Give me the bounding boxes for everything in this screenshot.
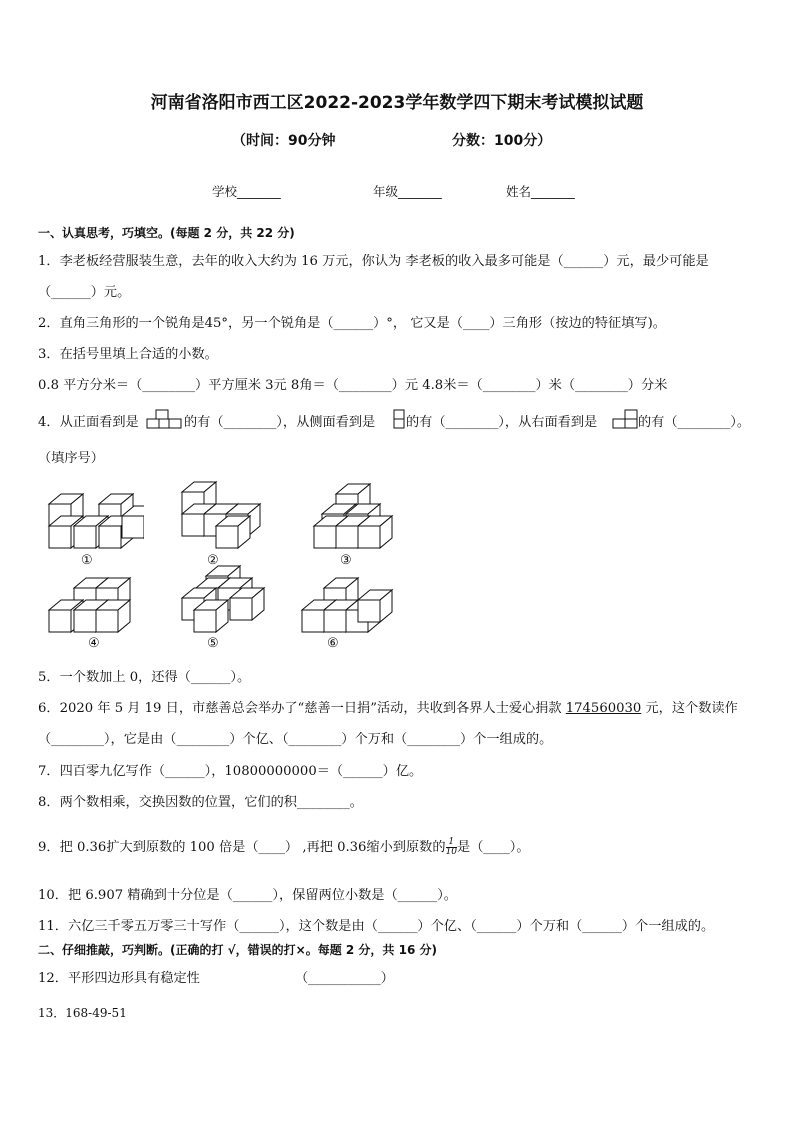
cube-figure-4 [44, 572, 144, 634]
exam-score: 分数：100分） [452, 133, 552, 149]
question-1-line1: 1．李老板经营服装生意，去年的收入大约为 16 万元，你认为 李老板的收入最多可能是（______）元，最少可能是 [38, 254, 709, 269]
figure-label-6: ⑥ [327, 636, 339, 651]
figure-label-1: ① [81, 553, 93, 568]
question-13: 13．168-49-51 [38, 1006, 127, 1020]
grade-field: 年级_______ [373, 184, 442, 199]
question-4-note: （填序号） [38, 451, 104, 466]
cube-figure-5 [174, 562, 274, 634]
question-6-line2: （________），它是由（________）个亿、（________）个万和（________）个一组成的。 [38, 732, 553, 747]
question-10: 10．把 6.907 精确到十分位是（______），保留两位小数是（______）。 [38, 888, 457, 903]
name-field: 姓名_______ [506, 184, 575, 199]
question-2: 2．直角三角形的一个锐角是45°，另一个锐角是（______）°， 它又是（____）三角形（按边的特征填写)。 [38, 316, 666, 331]
figure-label-3: ③ [340, 553, 352, 568]
question-4-part2: 的有（________），从侧面看到是 [184, 415, 376, 430]
cube-figure-3 [308, 480, 398, 550]
question-4-part1: 4．从正面看到是 [38, 415, 139, 430]
cube-figure-6 [296, 572, 396, 634]
exam-time: （时间：90分钟 [232, 133, 336, 149]
figure-label-5: ⑤ [207, 636, 219, 651]
school-field: 学校_______ [212, 184, 281, 199]
question-9 [38, 836, 530, 857]
question-3: 3．在括号里填上合适的小数。 [38, 347, 218, 362]
question-12: 12．平形四边形具有稳定性 [38, 971, 200, 986]
figure-label-4: ④ [88, 636, 100, 651]
fraction-one-tenth [446, 838, 457, 857]
page-title: 河南省洛阳市西工区2022-2023学年数学四下期末考试模拟试题 [150, 93, 644, 113]
question-5: 5．一个数加上 0，还得（______）。 [38, 670, 251, 685]
question-9-text-b: 是（____）。 [457, 840, 530, 855]
cube-figure-1 [44, 488, 144, 550]
right-view-icon [612, 409, 638, 429]
question-4-part3: 的有（________），从右面看到是 [406, 415, 598, 430]
question-12-answer-blank: （___________） [295, 971, 394, 986]
section1-heading: 一、认真思考，巧填空。(每题 2 分，共 22 分) [38, 226, 295, 240]
question-7: 7．四百零九亿写作（______），10800000000＝（______）亿。 [38, 764, 423, 779]
question-6-text-post: 元，这个数读作 [641, 701, 738, 716]
figure-label-2: ② [207, 553, 219, 568]
question-6-line1 [38, 697, 738, 716]
question-4-part4: 的有（________）。 [638, 415, 751, 430]
question-6-text-pre: 6．2020 年 5 月 19 日，市慈善总会举办了“慈善一日捐”活动，共收到各界人士爱心捐款 [38, 701, 566, 716]
question-8: 8．两个数相乘，交换因数的位置，它们的积________。 [38, 795, 363, 810]
donation-amount: 174560030 [565, 701, 642, 716]
fraction-denominator: 10 [445, 847, 458, 857]
fraction-numerator: 1 [446, 838, 457, 848]
question-11: 11．六亿三千零五万零三十写作（______），这个数是由（______）个亿、（______）个万和（______）个一组成的。 [38, 919, 715, 934]
front-view-icon [146, 409, 182, 429]
question-1-line2: （______）元。 [38, 285, 131, 300]
section2-heading: 二、仔细推敲，巧判断。(正确的打 √，错误的打×。每题 2 分，共 16 分) [38, 943, 437, 957]
question-9-text-a: 9．把 0.36扩大到原数的 100 倍是（____） ,再把 0.36缩小到原数的 [38, 840, 446, 855]
question-3-blanks: 0.8 平方分米＝（________）平方厘米 3元 8角＝（________）元 4.8米＝（________）米（________）分米 [38, 378, 668, 393]
cube-figure-2 [174, 480, 274, 550]
side-view-icon [393, 409, 405, 429]
